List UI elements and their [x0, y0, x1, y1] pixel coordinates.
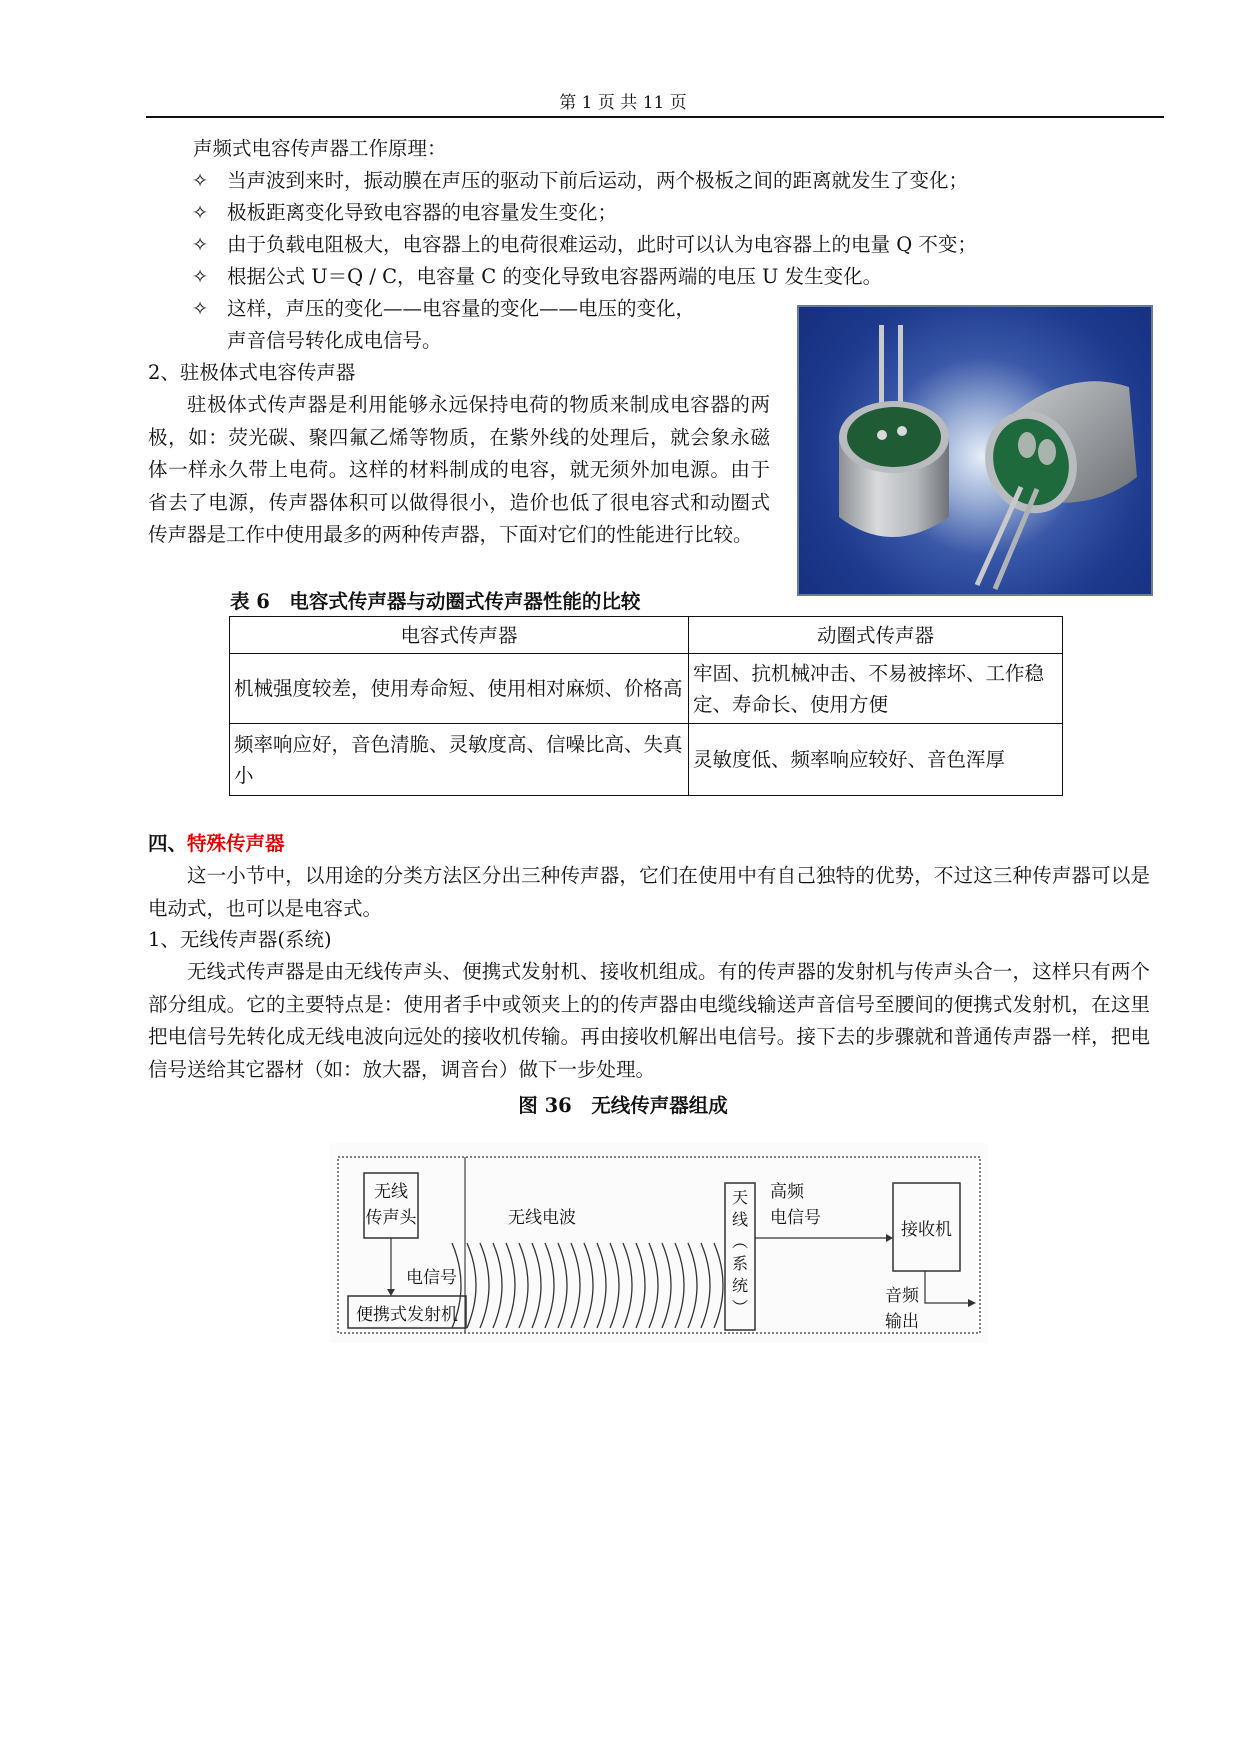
bullet-item — [185, 293, 695, 325]
subsection-heading: 1、无线传声器(系统) — [148, 928, 332, 951]
page-indicator: 第 1 页 共 11 页 — [559, 93, 687, 113]
bullet-continuation: 声音信号转化成电信号。 — [227, 329, 442, 352]
section-intro: 这一小节中，以用途的分类方法区分出三种传声器，它们在使用中有自己独特的优势，不过这三种传声器可以是电动式，也可以是电容式。 — [148, 864, 1150, 920]
diagram-label: 统 — [731, 1276, 748, 1295]
diagram-label: 传声头 — [365, 1208, 417, 1228]
radio-wave-label: 无线电波 — [508, 1208, 576, 1228]
table-cell: 灵敏度低、频率响应较好、音色浑厚 — [689, 724, 1063, 796]
table-cell: 牢固、抗机械冲击、不易被摔坏、工作稳定、寿命长、使用方便 — [689, 654, 1063, 724]
audio-output-label — [885, 1283, 919, 1335]
diagram-label: 天 — [731, 1188, 748, 1207]
table-header-row — [230, 617, 1063, 654]
table-cell: 机械强度较差，使用寿命短、使用相对麻烦、价格高 — [230, 654, 689, 724]
antenna-block — [725, 1187, 755, 1319]
electret-heading: 2、驻极体式电容传声器 — [148, 361, 356, 384]
electric-signal-label: 电信号 — [406, 1268, 457, 1288]
diagram-label: 系 — [731, 1254, 748, 1273]
diagram-label: 电信号 — [770, 1208, 821, 1228]
transmitter-block: 便携式发射机 — [356, 1305, 458, 1325]
header-rule — [146, 116, 1164, 118]
diagram-label: 无线 — [374, 1182, 408, 1202]
bullet-text: 当声波到来时，振动膜在声压的驱动下前后运动，两个极板之间的距离就发生了变化； — [227, 169, 969, 192]
diamond-star-icon: ✧ — [191, 169, 209, 192]
diagram-label: 输出 — [885, 1312, 919, 1332]
diagram-label: ︵ — [731, 1232, 748, 1251]
table-row — [230, 724, 1063, 796]
diamond-star-icon: ✧ — [191, 297, 209, 320]
principle-title: 声频式电容传声器工作原理： — [193, 137, 447, 160]
diamond-star-icon: ✧ — [191, 233, 209, 256]
bullet-item — [185, 197, 617, 229]
subsection-body: 无线式传声器是由无线传声头、便携式发射机、接收机组成。有的传声器的发射机与传声头合一，这样只有两个部分组成。它的主要特点是：使用者手中或领夹上的的传声器由电缆线输送声音信号至腰间的便携式发射机，在这里把电信号先转化成无线电波向远处的接收机传输。再由接收机解出电信号。接下去的步骤就和普通传声器一样，把电信号送给其它器材（如：放大器，调音台）做下一步处理。 — [148, 960, 1150, 1081]
diamond-star-icon: ✧ — [191, 265, 209, 288]
table-header-cell: 电容式传声器 — [230, 617, 689, 654]
mic-head-block — [364, 1179, 418, 1231]
electret-body: 驻极体式传声器是利用能够永远保持电荷的物质来制成电容器的两极，如：荧光碳、聚四氟乙烯等物质，在紫外线的处理后，就会象永磁体一样永久带上电荷。这样的材料制成的电容，就无须外加电源。由于省去了电源，传声器体积可以做得很小，造价也低了很电容式和动圈式传声器是工作中使用最多的两种传声器，下面对它们的性能进行比较。 — [148, 393, 770, 546]
section-title: 特殊传声器 — [187, 832, 285, 855]
diagram-label: ︶ — [731, 1298, 748, 1317]
wireless-mic-diagram — [330, 1143, 988, 1343]
table-row — [230, 654, 1063, 724]
bullet-text: 这样，声压的变化——电容量的变化——电压的变化， — [227, 297, 696, 320]
table-cell: 频率响应好，音色清脆、灵敏度高、信噪比高、失真小 — [230, 724, 689, 796]
comparison-table — [229, 616, 1063, 796]
receiver-block: 接收机 — [901, 1220, 952, 1240]
electret-capsules-illustration — [799, 307, 1151, 594]
bullet-text: 根据公式 U＝Q / C，电容量 C 的变化导致电容器两端的电压 U 发生变化。 — [227, 265, 883, 288]
table-header-cell: 动圈式传声器 — [689, 617, 1063, 654]
hf-signal-label — [770, 1179, 821, 1231]
section-number: 四、 — [148, 832, 188, 855]
bullet-item — [185, 229, 977, 261]
table-caption: 表 6 电容式传声器与动圈式传声器性能的比较 — [230, 590, 641, 613]
figure-caption: 图 36 无线传声器组成 — [518, 1094, 728, 1117]
bullet-item — [185, 261, 882, 293]
diagram-label: 高频 — [770, 1182, 804, 1202]
bullet-text: 由于负载电阻极大，电容器上的电荷很难运动，此时可以认为电容器上的电量 Q 不变； — [227, 233, 977, 256]
diamond-star-icon: ✧ — [191, 201, 209, 224]
microphone-photo — [797, 305, 1153, 596]
bullet-item — [185, 165, 968, 197]
section-heading — [148, 828, 285, 856]
bullet-text: 极板距离变化导致电容器的电容量发生变化； — [227, 201, 618, 224]
radio-wave-arcs — [452, 1243, 723, 1328]
diagram-label: 线 — [731, 1210, 748, 1229]
diagram-label: 音频 — [885, 1286, 919, 1306]
